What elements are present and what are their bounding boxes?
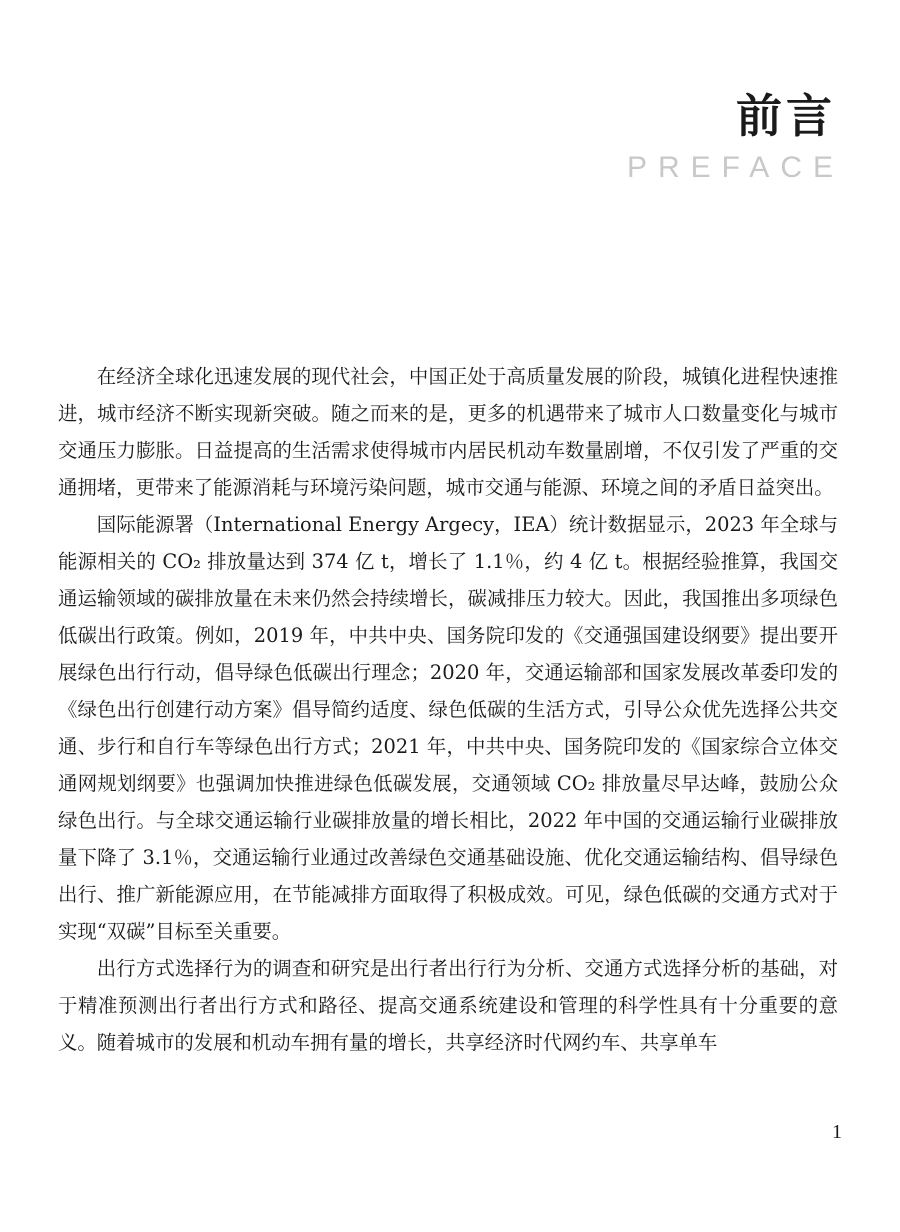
page-number: 1 xyxy=(832,1121,842,1143)
chapter-header xyxy=(626,88,844,186)
paragraph: 国际能源署（International Energy Argecy，IEA）统计数据显示，2023 年全球与能源相关的 CO₂ 排放量达到 374 亿 t，增长了 1.1％，约 4 亿 t。根据经验推算，我国交通运输领域的碳排放量在未来仍然会持续增长，碳减排压力较大。因此，我国推出多项绿色低碳出行政策。例如，2019 年，中共中央、国务院印发的《交通强国建设纲要》提出要开展绿色出行行动，倡导绿色低碳出行理念；2020 年，交通运输部和国家发展改革委印发的《绿色出行创建行动方案》倡导简约适度、绿色低碳的生活方式，引导公众优先选择公共交通、步行和自行车等绿色出行方式；2021 年，中共中央、国务院印发的《国家综合立体交通网规划纲要》也强调加快推进绿色低碳发展，交通领域 CO₂ 排放量尽早达峰，鼓励公众绿色出行。与全球交通运输行业碳排放量的增长相比，2022 年中国的交通运输行业碳排放量下降了 3.1％，交通运输行业通过改善绿色交通基础设施、优化交通运输结构、倡导绿色出行、推广新能源应用，在节能减排方面取得了积极成效。可见，绿色低碳的交通方式对于实现“双碳”目标至关重要。 xyxy=(58,513,838,943)
chapter-title: 前言 xyxy=(736,89,836,143)
body-text xyxy=(58,358,838,1061)
chapter-subtitle: PREFACE xyxy=(626,151,844,184)
paragraph: 在经济全球化迅速发展的现代社会，中国正处于高质量发展的阶段，城镇化进程快速推进，城市经济不断实现新突破。随之而来的是，更多的机遇带来了城市人口数量变化与城市交通压力膨胀。日益提高的生活需求使得城市内居民机动车数量剧增，不仅引发了严重的交通拥堵，更带来了能源消耗与环境污染问题，城市交通与能源、环境之间的矛盾日益突出。 xyxy=(58,365,838,499)
paragraph: 出行方式选择行为的调查和研究是出行者出行行为分析、交通方式选择分析的基础，对于精准预测出行者出行方式和路径、提高交通系统建设和管理的科学性具有十分重要的意义。随着城市的发展和机动车拥有量的增长，共享经济时代网约车、共享单车 xyxy=(58,957,838,1054)
